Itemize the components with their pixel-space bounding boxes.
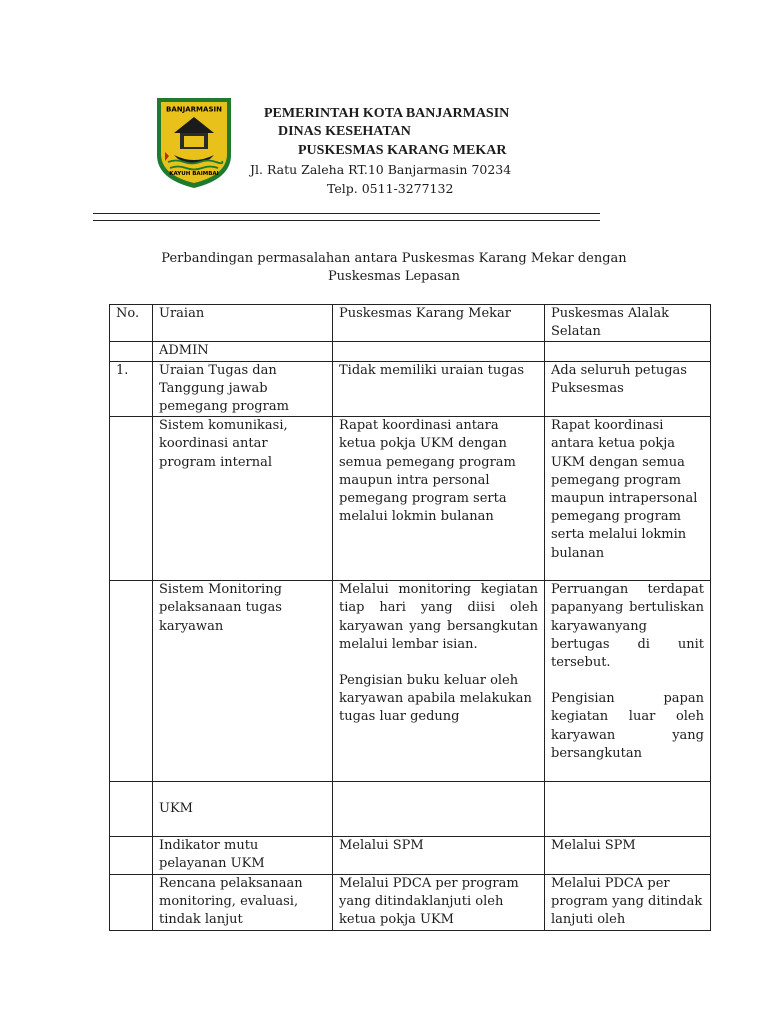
document-title-line-2: Puskesmas Lepasan — [327, 269, 461, 284]
header-no: No. — [110, 305, 153, 342]
row-uraian: Sistem Monitoring pelaksanaan tugas karyawan — [153, 581, 333, 782]
row-alalak-selatan: Rapat koordinasi antara ketua pokja UKM dengan semua pemegang program maupun intrapersonal pemegang program serta melalui lokmin bulanan — [545, 417, 711, 581]
document-title-line-1: Perbandingan permasalahan antara Puskesmas Karang Mekar dengan — [161, 251, 627, 266]
header-karang-mekar: Puskesmas Karang Mekar — [333, 305, 545, 342]
section-row-admin — [110, 342, 711, 361]
document-title — [80, 250, 708, 286]
table-row — [110, 874, 711, 930]
row-karang-mekar: Tidak memiliki uraian tugas — [333, 361, 545, 417]
letterhead-government: PEMERINTAH KOTA BANJARMASIN — [264, 106, 510, 121]
row-alalak-selatan — [545, 581, 711, 782]
row-number: 1. — [110, 361, 153, 417]
row-alalak-selatan: Ada seluruh petugas Puksesmas — [545, 361, 711, 417]
banjarmasin-city-emblem — [154, 95, 234, 191]
row-karang-mekar: Melalui PDCA per program yang ditindaklanjuti oleh ketua pokja UKM — [333, 874, 545, 930]
row-karang-mekar — [333, 581, 545, 782]
section-label-admin: ADMIN — [153, 342, 333, 361]
row-karang-mekar: Melalui SPM — [333, 837, 545, 874]
table-row — [110, 581, 711, 782]
table-row — [110, 417, 711, 581]
row-alalak-selatan: Melalui SPM — [545, 837, 711, 874]
letterhead-puskesmas: PUSKESMAS KARANG MEKAR — [298, 143, 507, 158]
row-karang-mekar: Rapat koordinasi antara ketua pokja UKM dengan semua pemegang program maupun intra personal pemegang program serta melalui lokmin bulanan — [333, 417, 545, 581]
row-uraian: Indikator mutu pelayanan UKM — [153, 837, 333, 874]
table-row — [110, 361, 711, 417]
row-alalak-paragraph-2: Pengisian papan kegiatan luar oleh karyawan yang bersangkutan — [551, 691, 704, 761]
letterhead-divider-top — [93, 213, 600, 214]
emblem-top-text: BANJARMASIN — [166, 105, 222, 114]
row-uraian: Uraian Tugas dan Tanggung jawab pemegang program — [153, 361, 333, 417]
row-alalak-selatan: Melalui PDCA per program yang ditindak lanjuti oleh — [545, 874, 711, 930]
row-karang-mekar-paragraph-1: Melalui monitoring kegiatan tiap hari yang diisi oleh karyawan yang bersangkutan melalui lembar isian. — [339, 582, 538, 652]
row-alalak-paragraph-1: Perruangan terdapat papanyang bertuliskan karyawanyang bertugas di unit tersebut. — [551, 582, 704, 671]
letterhead-divider-bottom — [93, 220, 600, 221]
row-karang-mekar-paragraph-2: Pengisian buku keluar oleh karyawan apabila melakukan tugas luar gedung — [339, 673, 532, 725]
letterhead-department: DINAS KESEHATAN — [278, 124, 411, 139]
row-uraian: Sistem komunikasi, koordinasi antar program internal — [153, 417, 333, 581]
letterhead-address: Jl. Ratu Zaleha RT.10 Banjarmasin 70234 — [250, 162, 512, 177]
emblem-house-window — [184, 136, 204, 147]
row-uraian: Rencana pelaksanaan monitoring, evaluasi, tindak lanjut — [153, 874, 333, 930]
emblem-motto: KAYUH BAIMBAI — [169, 171, 219, 177]
comparison-table — [109, 304, 711, 931]
section-label-ukm: UKM — [153, 782, 333, 837]
section-row-ukm — [110, 782, 711, 837]
table-row — [110, 837, 711, 874]
header-uraian: Uraian — [153, 305, 333, 342]
table-header-row — [110, 305, 711, 342]
header-alalak-selatan: Puskesmas Alalak Selatan — [545, 305, 711, 342]
letterhead-phone: Telp. 0511-3277132 — [327, 181, 454, 196]
